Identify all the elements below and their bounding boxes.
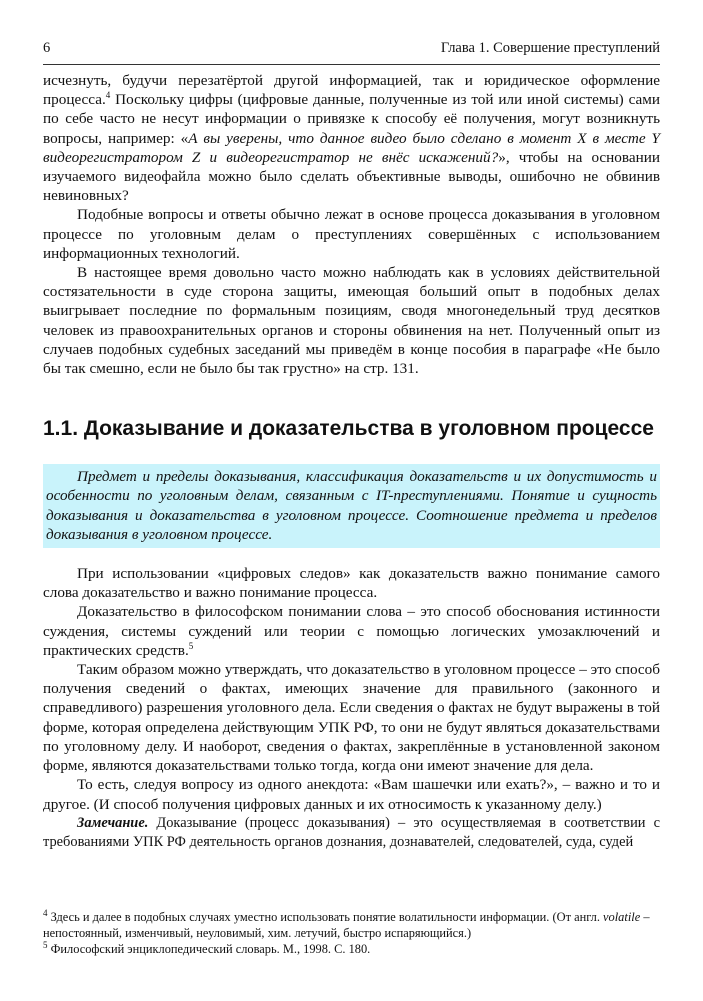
running-header [43,38,660,65]
paragraph: В настоящее время довольно часто можно наблюдать как в условиях действительной состязательности в суде сторона защиты, имеющая больший опыт в подобных делах выигрывает последние по формальным позициям, сводя многонедельный труд десятков человек из правоохранительных органов и стороны обвинения на нет. Полученный опыт из случаев подобных судебных заседаний мы приведём в конце пособия в параграфе «Не было бы так смешно, если не было бы так грустно» на стр. 131. [43,264,660,378]
paragraph: При использовании «цифровых следов» как доказательств важно понимание самого слова доказательство и важно понимание процесса. [43,565,660,602]
footnote-ref-5[interactable]: 5 [188,640,194,651]
text-run: исчезнуть, будучи перезатёртой другой информацией, так и юридическое оформление процесса. [43,72,660,109]
footnote-4 [43,909,660,941]
paragraph [43,602,660,660]
note-text: Доказывание (процесс доказывания) – это осуществляемая в соответствии с требованиями УПК РФ деятельность органов дознания, дознавателей, следователей, суда, судей [43,814,660,850]
text-run: – непостоянный, изменчивый, неуловимый, хим. летучий, быстро испаряющийся.) [43,910,650,940]
text-run: Поскольку цифры (цифровые данные, полученные из той или иной системы) сами по себе часто не несут информации о привязке к способу её получения, могут возникнуть вопросы, например: « [43,91,660,147]
paragraph: То есть, следуя вопросу из одного анекдота: «Вам шашечки или ехать?», – важно и то и другое. (И способ получения цифровых данных и их относимость к указанному делу.) [43,776,660,813]
text-run: », чтобы на основании изучаемого видеофайла можно было сделать объективные выводы, ошибочно не обвинив невиновных? [43,148,660,205]
text-run: Философский энциклопедический словарь. М., 1998. С. 180. [47,942,371,956]
note [43,814,660,852]
body-text [43,564,660,852]
paragraph [43,71,660,205]
footnote-mark: 5 [43,939,48,950]
page-number: 6 [43,40,51,56]
text-run: Здесь и далее в подобных случаях уместно использовать понятие волатильности информации. (От англ. [47,910,604,924]
footnote-ref-4[interactable]: 4 [105,90,111,101]
footnotes [43,909,660,957]
text-run: Доказательство в философском понимании слова – это способ обоснования истинности суждения, системы суждений или теории с помощью логических умозаключений и практических средств. [43,603,660,659]
intro-text [43,71,660,378]
note-label: Замечание. [77,814,149,831]
footnote-5 [43,941,660,957]
paragraph: Подобные вопросы и ответы обычно лежат в основе процесса доказывания в уголовном процессе по уголовным делам о преступлениях совершённых с использованием информационных технологий. [43,206,660,262]
term: volatile [603,910,641,924]
paragraph: Таким образом можно утверждать, что доказательство в уголовном процессе – это способ получения сведений о фактах, имеющих значение для правильного (законного и справедливого) разрешения уголовного дела. Если сведения о фактах не будут выражены в той форме, которая определена действующим УПК РФ, то они не будут являться доказательствами по уголовному делу. И наоборот, сведения о фактах, закреплённые в установленной законом форме, являются доказательствами только тогда, когда они имеют значение для дела. [43,661,660,775]
chapter-title: Глава 1. Совершение преступлений [440,40,660,56]
footnote-mark: 4 [43,907,48,918]
section-heading: 1.1. Доказывание и доказательства в уголовном процессе [43,417,654,441]
section-abstract: Предмет и пределы доказывания, классификация доказательств и их допустимость и особенности по уголовным делам, связанным с IT-преступлениями. Понятие и сущность доказывания и доказательства в уголовном процессе. Соотношение предмета и пределов доказывания в уголовном процессе. [43,464,660,548]
quote: А вы уверены, что данное видео было сделано в момент X в месте Y видеорегистратором Z и видеорегистратор не внёс искажений? [43,129,660,166]
page [43,38,660,852]
